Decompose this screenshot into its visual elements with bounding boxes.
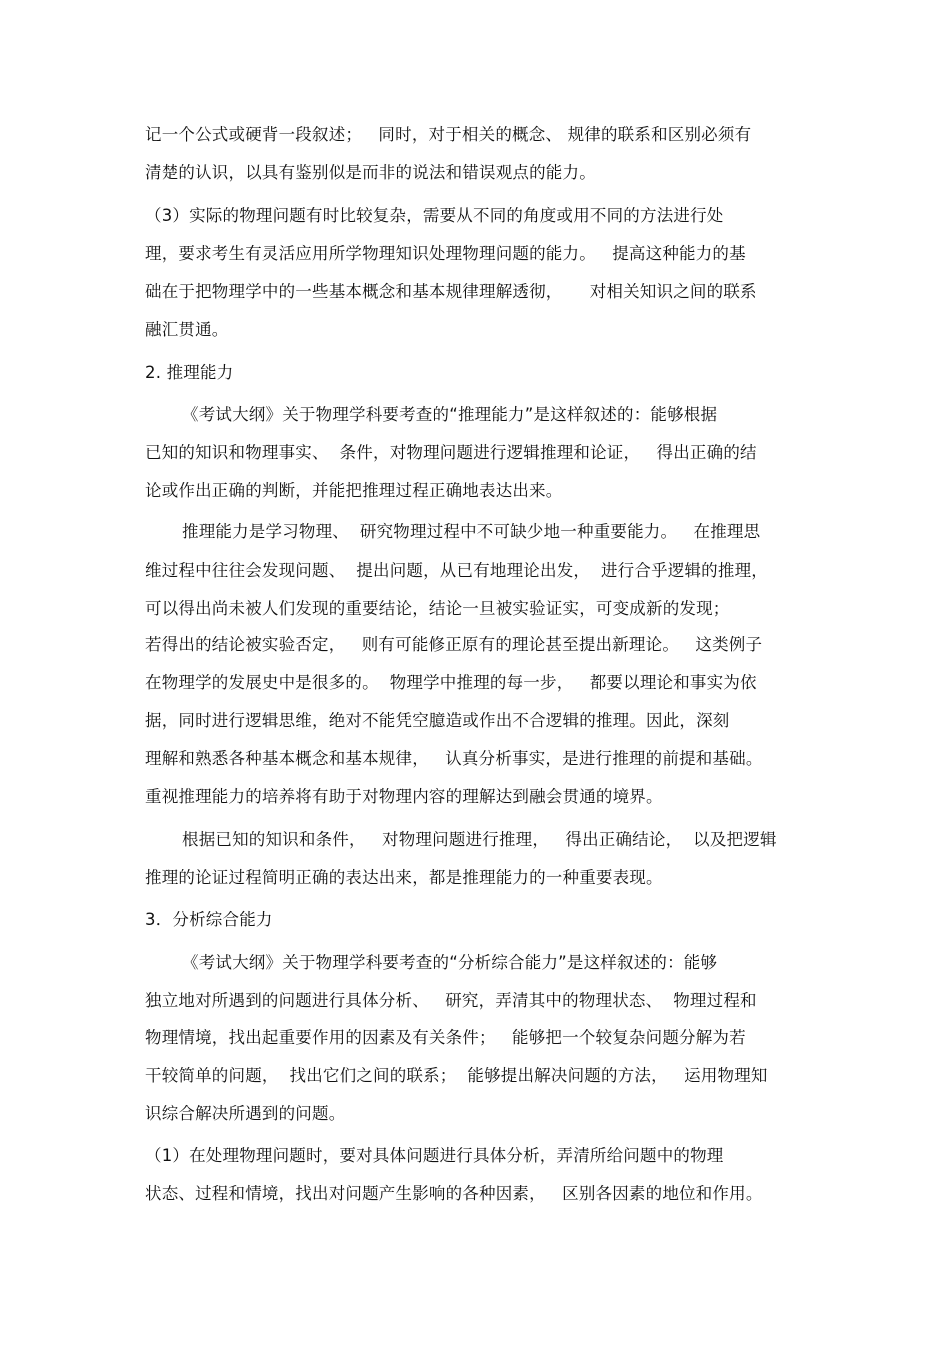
text-line: 重视推理能力的培养将有助于对物理内容的理解达到融会贯通的境界。 xyxy=(145,787,663,806)
section-heading: 2. 推理能力 xyxy=(145,363,234,382)
text-line: 理，要求考生有灵活应用所学物理知识处理物理问题的能力。 提高这种能力的基 xyxy=(145,244,746,263)
text-line: 础在于把物理学中的一些基本概念和基本规律理解透彻， 对相关知识之间的联系 xyxy=(145,282,757,301)
text-line: 据，同时进行逻辑思维，绝对不能凭空臆造或作出不合逻辑的推理。因此，深刻 xyxy=(145,711,730,730)
text-line: 推理能力是学习物理、 研究物理过程中不可缺少地一种重要能力。 在推理思 xyxy=(182,522,761,541)
text-line: 若得出的结论被实验否定， 则有可能修正原有的理论甚至提出新理论。 这类例子 xyxy=(145,635,763,654)
text-line: 论或作出正确的判断，并能把推理过程正确地表达出来。 xyxy=(145,481,563,500)
text-line: 清楚的认识，以具有鉴别似是而非的说法和错误观点的能力。 xyxy=(145,163,596,182)
text-line: 干较简单的问题， 找出它们之间的联系； 能够提出解决问题的方法， 运用物理知 xyxy=(145,1066,768,1085)
text-line: （1）在处理物理问题时，要对具体问题进行具体分析，弄清所给问题中的物理 xyxy=(145,1146,724,1165)
text-line: （3）实际的物理问题有时比较复杂，需要从不同的角度或用不同的方法进行处 xyxy=(145,206,724,225)
text-line: 物理情境，找出起重要作用的因素及有关条件； 能够把一个较复杂问题分解为若 xyxy=(145,1028,746,1047)
text-line: 识综合解决所遇到的问题。 xyxy=(145,1104,346,1123)
text-line: 融汇贯通。 xyxy=(145,320,229,339)
text-line: 根据已知的知识和条件， 对物理问题进行推理， 得出正确结论， 以及把逻辑 xyxy=(182,830,777,849)
text-line: 《考试大纲》关于物理学科要考查的“推理能力”是这样叙述的：能够根据 xyxy=(182,405,718,424)
text-line: 理解和熟悉各种基本概念和基本规律， 认真分析事实，是进行推理的前提和基础。 xyxy=(145,749,763,768)
text-line: 独立地对所遇到的问题进行具体分析、 研究，弄清其中的物理状态、 物理过程和 xyxy=(145,991,757,1010)
text-line: 在物理学的发展史中是很多的。 物理学中推理的每一步， 都要以理论和事实为依 xyxy=(145,673,757,692)
text-line: 维过程中往往会发现问题、 提出问题，从已有地理论出发， 进行合乎逻辑的推理， xyxy=(145,561,768,580)
text-line: 《考试大纲》关于物理学科要考查的“分析综合能力”是这样叙述的：能够 xyxy=(182,953,718,972)
text-line: 记一个公式或硬背一段叙述； 同时，对于相关的概念、 规律的联系和区别必须有 xyxy=(145,125,752,144)
text-line: 可以得出尚未被人们发现的重要结论，结论一旦被实验证实，可变成新的发现； xyxy=(145,599,730,618)
text-line: 已知的知识和物理事实、 条件，对物理问题进行逻辑推理和论证， 得出正确的结 xyxy=(145,443,757,462)
section-heading: 3．分析综合能力 xyxy=(145,910,273,929)
text-line: 推理的论证过程简明正确的表达出来，都是推理能力的一种重要表现。 xyxy=(145,868,663,887)
text-line: 状态、过程和情境，找出对问题产生影响的各种因素， 区别各因素的地位和作用。 xyxy=(145,1184,763,1203)
